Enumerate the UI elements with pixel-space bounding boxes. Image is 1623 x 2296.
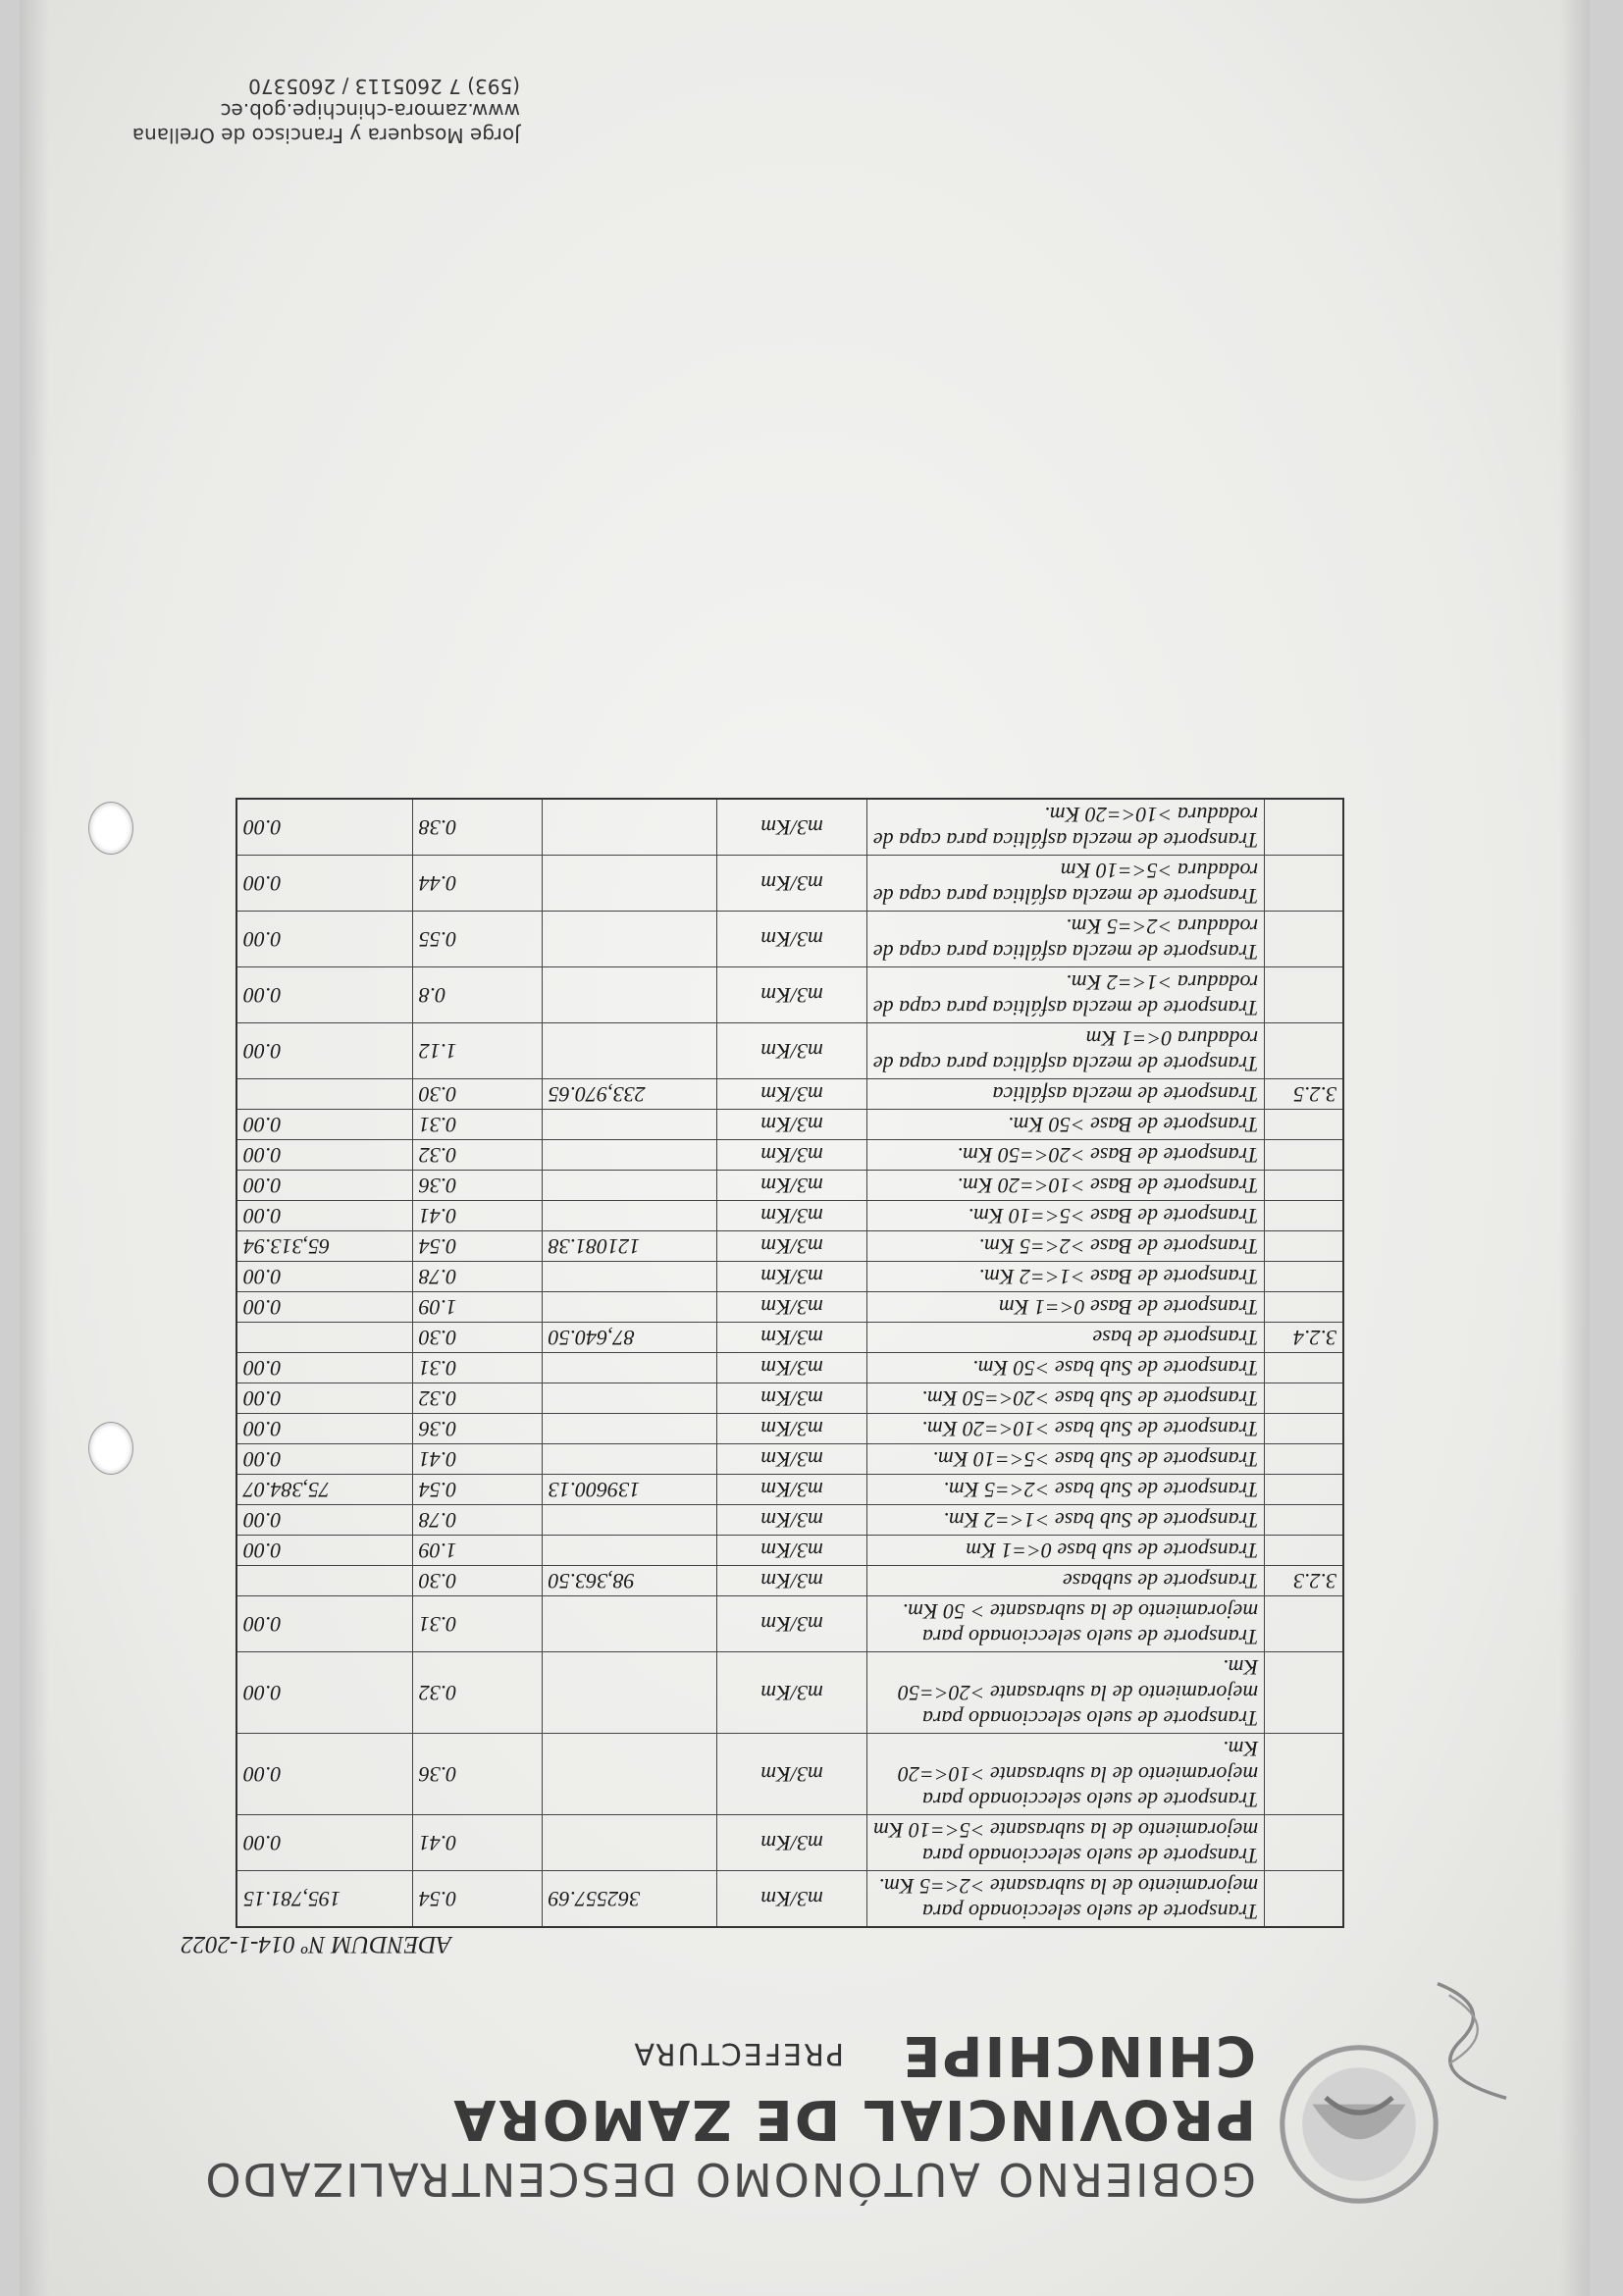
row-code: [1265, 967, 1343, 1023]
footer-contact: [132, 74, 520, 147]
row-code: [1265, 1110, 1343, 1140]
table-row: [236, 1079, 1343, 1110]
row-unit: m3/Km: [717, 799, 866, 856]
adendum-number: ADENDUM Nº 014-1-2022: [181, 1931, 451, 1957]
row-total: 195,781.15: [236, 1871, 412, 1928]
row-code: [1265, 1231, 1343, 1262]
row-unit: m3/Km: [717, 1353, 866, 1383]
row-total: 75,384.07: [236, 1475, 412, 1505]
table-row: [236, 1505, 1343, 1536]
row-quantity: [542, 1262, 717, 1292]
row-unit-price: 0.55: [412, 912, 542, 967]
row-code: [1265, 1023, 1343, 1079]
letterhead: [147, 1982, 1442, 2227]
row-description: Transporte de Base >5<=10 Km.: [866, 1201, 1264, 1231]
row-unit-price: 0.36: [412, 1734, 542, 1815]
row-unit: m3/Km: [717, 1262, 866, 1292]
row-unit-price: 0.41: [412, 1201, 542, 1231]
table-row: [236, 1231, 1343, 1262]
row-description: Transporte de Base >10<=20 Km.: [866, 1171, 1264, 1201]
table-row: [236, 1815, 1343, 1871]
row-quantity: [542, 912, 717, 967]
row-unit-price: 0.31: [412, 1353, 542, 1383]
table-row: [236, 1566, 1343, 1596]
row-total: 0.00: [236, 1414, 412, 1444]
table-row: [236, 1652, 1343, 1734]
row-code: [1265, 912, 1343, 967]
row-total: 0.00: [236, 1140, 412, 1171]
row-unit-price: 0.31: [412, 1596, 542, 1652]
row-unit-price: 0.54: [412, 1475, 542, 1505]
row-unit-price: 0.32: [412, 1140, 542, 1171]
table-row: [236, 1323, 1343, 1353]
row-unit-price: 0.78: [412, 1505, 542, 1536]
row-unit: m3/Km: [717, 1734, 866, 1815]
row-quantity: [542, 967, 717, 1023]
row-unit: m3/Km: [717, 1536, 866, 1566]
row-quantity: [542, 1596, 717, 1652]
row-unit: m3/Km: [717, 1323, 866, 1353]
row-code: [1265, 1734, 1343, 1815]
table-row: [236, 1383, 1343, 1414]
row-code: [1265, 1475, 1343, 1505]
row-quantity: [542, 1171, 717, 1201]
row-total: 0.00: [236, 1353, 412, 1383]
row-unit: m3/Km: [717, 1475, 866, 1505]
row-description: Transporte de Base >1<=2 Km.: [866, 1262, 1264, 1292]
table-row: [236, 1110, 1343, 1140]
row-quantity: [542, 1536, 717, 1566]
table-row: [236, 1262, 1343, 1292]
row-quantity: [542, 1444, 717, 1475]
table-row: [236, 1292, 1343, 1323]
footer-address: Jorge Mosquera y Francisco de Orellana: [131, 124, 520, 147]
row-unit-price: 0.32: [412, 1652, 542, 1734]
table-row: [236, 1734, 1343, 1815]
row-description: Transporte de Base 0<=1 Km: [866, 1292, 1264, 1323]
row-unit: m3/Km: [717, 1566, 866, 1596]
row-unit: m3/Km: [717, 1596, 866, 1652]
row-total: 0.00: [236, 1505, 412, 1536]
row-total: 0.00: [236, 1734, 412, 1815]
department-name: PREFECTURA: [632, 2036, 844, 2070]
row-unit: m3/Km: [717, 912, 866, 967]
row-code: [1265, 1536, 1343, 1566]
row-total: 65,313.94: [236, 1231, 412, 1262]
row-code: 3.2.3: [1265, 1566, 1343, 1596]
punch-hole-bottom: [88, 1422, 133, 1475]
row-description: Transporte de subbase: [866, 1566, 1264, 1596]
row-quantity: [542, 1023, 717, 1079]
row-quantity: [542, 856, 717, 912]
row-code: [1265, 856, 1343, 912]
row-quantity: [542, 799, 717, 856]
upside-down-page-content: [20, 0, 1590, 2296]
row-code: 3.2.4: [1265, 1323, 1343, 1353]
row-total: 0.00: [236, 856, 412, 912]
row-description: Transporte de suelo seleccionado para mejoramiento de la subrasante > 50 Km.: [866, 1596, 1264, 1652]
row-unit-price: 0.54: [412, 1231, 542, 1262]
row-total: 0.00: [236, 1262, 412, 1292]
table-row: [236, 1444, 1343, 1475]
row-total: 0.00: [236, 1023, 412, 1079]
government-name-line1: GOBIERNO AUTÓNOMO DESCENTRALIZADO: [203, 2153, 1256, 2206]
row-quantity: 233,970.65: [542, 1079, 717, 1110]
row-unit-price: 0.31: [412, 1110, 542, 1140]
row-code: [1265, 1140, 1343, 1171]
row-code: [1265, 1871, 1343, 1928]
row-code: [1265, 1596, 1343, 1652]
row-unit-price: 0.30: [412, 1079, 542, 1110]
row-quantity: 139600.13: [542, 1475, 717, 1505]
row-total: 0.00: [236, 1536, 412, 1566]
row-description: Transporte de suelo seleccionado para mejoramiento de la subrasante >5<=10 Km: [866, 1815, 1264, 1871]
row-description: Transporte de mezcla asfáltica para capa de rodadura 0<=1 Km: [866, 1023, 1264, 1079]
transport-items-table: [236, 798, 1344, 1928]
row-code: [1265, 1505, 1343, 1536]
row-quantity: 362557.69: [542, 1871, 717, 1928]
row-unit: m3/Km: [717, 1292, 866, 1323]
row-total: 0.00: [236, 1110, 412, 1140]
row-quantity: 98,363.50: [542, 1566, 717, 1596]
row-unit-price: 0.78: [412, 1262, 542, 1292]
table-row: [236, 1171, 1343, 1201]
scanned-page: [20, 0, 1590, 2296]
row-unit: m3/Km: [717, 1023, 866, 1079]
row-unit: m3/Km: [717, 1871, 866, 1928]
row-unit-price: 1.12: [412, 1023, 542, 1079]
table-row: [236, 1140, 1343, 1171]
row-description: Transporte de Sub base >10<=20 Km.: [866, 1414, 1264, 1444]
row-description: Transporte de Sub base >1<=2 Km.: [866, 1505, 1264, 1536]
row-quantity: [542, 1110, 717, 1140]
row-description: Transporte de mezcla asfáltica para capa de rodadura >2<=5 Km.: [866, 912, 1264, 967]
table-row: [236, 1475, 1343, 1505]
row-quantity: [542, 1353, 717, 1383]
row-total: 0.00: [236, 1444, 412, 1475]
row-description: Transporte de mezcla asfáltica para capa de rodadura >10<=20 Km.: [866, 799, 1264, 856]
row-unit-price: 0.32: [412, 1383, 542, 1414]
row-unit: m3/Km: [717, 967, 866, 1023]
government-name-line2: PROVINCIAL DE ZAMORA CHINCHIPE: [451, 2023, 1256, 2151]
row-total: 0.00: [236, 1171, 412, 1201]
row-description: Transporte de Sub base >50 Km.: [866, 1353, 1264, 1383]
row-code: [1265, 1444, 1343, 1475]
row-unit-price: 0.41: [412, 1444, 542, 1475]
row-code: [1265, 1815, 1343, 1871]
table-row: [236, 856, 1343, 912]
row-description: Transporte de suelo seleccionado para mejoramiento de la subrasante >20<=50 Km.: [866, 1652, 1264, 1734]
table-row: [236, 1353, 1343, 1383]
row-description: Transporte de base: [866, 1323, 1264, 1353]
row-unit-price: 0.38: [412, 799, 542, 856]
row-quantity: [542, 1505, 717, 1536]
row-total: [236, 1079, 412, 1110]
row-quantity: [542, 1201, 717, 1231]
row-unit: m3/Km: [717, 1201, 866, 1231]
row-total: 0.00: [236, 1596, 412, 1652]
row-unit: m3/Km: [717, 1444, 866, 1475]
row-total: 0.00: [236, 1292, 412, 1323]
row-unit-price: 0.44: [412, 856, 542, 912]
row-code: [1265, 1262, 1343, 1292]
row-unit-price: 0.8: [412, 967, 542, 1023]
row-total: 0.00: [236, 1201, 412, 1231]
row-description: Transporte de Base >20<=50 Km.: [866, 1140, 1264, 1171]
row-total: 0.00: [236, 967, 412, 1023]
row-description: Transporte de suelo seleccionado para mejoramiento de la subrasante >2<=5 Km.: [866, 1871, 1264, 1928]
row-total: 0.00: [236, 912, 412, 967]
row-unit-price: 0.36: [412, 1171, 542, 1201]
punch-hole-top: [88, 802, 133, 855]
row-code: [1265, 1652, 1343, 1734]
row-unit-price: 0.54: [412, 1871, 542, 1928]
row-code: [1265, 1171, 1343, 1201]
table-row: [236, 967, 1343, 1023]
row-unit: m3/Km: [717, 1414, 866, 1444]
row-unit: m3/Km: [717, 1652, 866, 1734]
row-total: 0.00: [236, 799, 412, 856]
table-row: [236, 1201, 1343, 1231]
row-description: Transporte de Sub base >2<=5 Km.: [866, 1475, 1264, 1505]
row-unit: m3/Km: [717, 1505, 866, 1536]
row-quantity: 121081.38: [542, 1231, 717, 1262]
row-quantity: [542, 1292, 717, 1323]
row-total: 0.00: [236, 1815, 412, 1871]
row-unit-price: 0.36: [412, 1414, 542, 1444]
row-unit-price: 1.09: [412, 1536, 542, 1566]
handwritten-mark-icon: [1413, 1972, 1531, 2110]
table-row: [236, 1871, 1343, 1928]
row-code: 3.2.5: [1265, 1079, 1343, 1110]
row-unit-price: 0.41: [412, 1815, 542, 1871]
row-quantity: [542, 1652, 717, 1734]
table-row: [236, 1596, 1343, 1652]
table-row: [236, 799, 1343, 856]
row-code: [1265, 1383, 1343, 1414]
row-description: Transporte de Sub base >20<=50 Km.: [866, 1383, 1264, 1414]
row-description: Transporte de sub base 0<=1 Km: [866, 1536, 1264, 1566]
footer-phone: (593) 7 2605113 / 2605370: [248, 75, 520, 98]
row-unit: m3/Km: [717, 1815, 866, 1871]
row-total: 0.00: [236, 1383, 412, 1414]
row-quantity: [542, 1140, 717, 1171]
row-quantity: 87,640.50: [542, 1323, 717, 1353]
row-quantity: [542, 1383, 717, 1414]
row-description: Transporte de suelo seleccionado para mejoramiento de la subrasante >10<=20 Km.: [866, 1734, 1264, 1815]
row-quantity: [542, 1734, 717, 1815]
row-code: [1265, 1353, 1343, 1383]
table-body: [236, 799, 1343, 1927]
row-unit-price: 0.30: [412, 1323, 542, 1353]
table-row: [236, 912, 1343, 967]
row-unit: m3/Km: [717, 856, 866, 912]
row-description: Transporte de mezcla asfáltica para capa de rodadura >1<=2 Km.: [866, 967, 1264, 1023]
row-quantity: [542, 1414, 717, 1444]
row-unit: m3/Km: [717, 1171, 866, 1201]
row-description: Transporte de Base >50 Km.: [866, 1110, 1264, 1140]
row-unit: m3/Km: [717, 1110, 866, 1140]
row-quantity: [542, 1815, 717, 1871]
table-row: [236, 1023, 1343, 1079]
row-total: [236, 1323, 412, 1353]
row-description: Transporte de mezcla asfáltica: [866, 1079, 1264, 1110]
row-code: [1265, 799, 1343, 856]
row-description: Transporte de mezcla asfáltica para capa de rodadura >5<=10 Km: [866, 856, 1264, 912]
row-description: Transporte de Base >2<=5 Km.: [866, 1231, 1264, 1262]
footer-website: www.zamora-chinchipe.gob.ec: [220, 99, 520, 123]
row-code: [1265, 1201, 1343, 1231]
row-unit: m3/Km: [717, 1383, 866, 1414]
row-unit: m3/Km: [717, 1140, 866, 1171]
table-row: [236, 1414, 1343, 1444]
row-total: [236, 1566, 412, 1596]
row-code: [1265, 1292, 1343, 1323]
row-unit-price: 0.30: [412, 1566, 542, 1596]
row-description: Transporte de Sub base >5<=10 Km.: [866, 1444, 1264, 1475]
row-unit: m3/Km: [717, 1079, 866, 1110]
row-unit: m3/Km: [717, 1231, 866, 1262]
row-code: [1265, 1414, 1343, 1444]
row-unit-price: 1.09: [412, 1292, 542, 1323]
table-row: [236, 1536, 1343, 1566]
row-total: 0.00: [236, 1652, 412, 1734]
